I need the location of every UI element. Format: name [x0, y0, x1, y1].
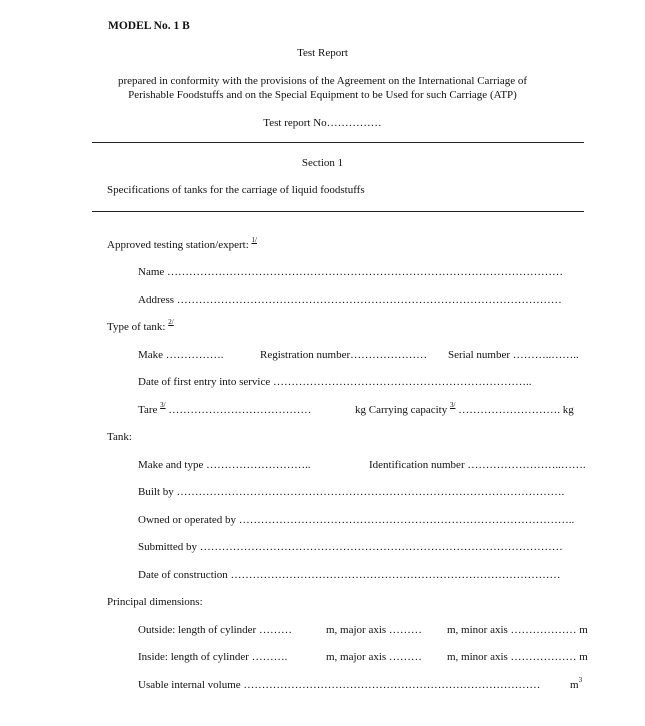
prepared-line-2: Perishable Foodstuffs and on the Special Equipment to be Used for such Carriage (ATP) — [128, 89, 517, 101]
address-field: Address …………………………………………………………………………………………… — [138, 294, 562, 306]
serial-number-field: Serial number ………..…….. — [448, 349, 579, 361]
footnote-marker: 3/ — [450, 401, 456, 410]
testing-station-label: Approved testing station/expert: $^{1/}$ — [107, 236, 257, 251]
outside-minor-axis-field: m, minor axis ……………… m — [447, 624, 588, 636]
identification-number-field: Identification number ……………………..……. — [369, 459, 586, 471]
usable-volume-field: Usable internal volume ……………………………………………………………………… — [138, 679, 541, 691]
tare-field: Tare $^{3/}$ ………………………………… — [138, 401, 312, 416]
make-and-type-field: Make and type ……………………….. — [138, 459, 311, 471]
test-report-number: Test report No…………… — [263, 117, 382, 129]
inside-major-axis-field: m, major axis ……… — [326, 651, 422, 663]
outside-major-axis-field: m, major axis ……… — [326, 624, 422, 636]
volume-exponent: 3 — [578, 676, 583, 685]
model-number: MODEL No. 1 B — [108, 20, 190, 32]
outside-length-field: Outside: length of cylinder ……… — [138, 624, 292, 636]
date-of-construction-field: Date of construction ……………………………………………………………………………… — [138, 569, 561, 581]
volume-unit: $m^3$ — [570, 676, 583, 691]
footnote-marker: 1/ — [251, 236, 257, 245]
type-of-tank-label: Type of tank: $^{2/}$ — [107, 318, 174, 333]
first-entry-date-field: Date of first entry into service …………………………………………………………….. — [138, 376, 532, 388]
section-title: Section 1 — [301, 157, 344, 169]
owned-operated-field: Owned or operated by ……………………………………………………………………………….. — [138, 514, 575, 526]
inside-length-field: Inside: length of cylinder ………. — [138, 651, 288, 663]
section-subtitle: Specifications of tanks for the carriage of liquid foodstuffs — [107, 184, 365, 196]
submitted-by-field: Submitted by ……………………………………………………………………………………… — [138, 541, 563, 553]
make-field: Make ……………. — [138, 349, 224, 361]
top-divider — [92, 142, 584, 143]
carrying-capacity-field: kg Carrying capacity $^{3/}$ ………………………. kg — [355, 401, 574, 416]
principal-dimensions-label: Principal dimensions: — [107, 596, 203, 608]
registration-number-field: Registration number………………… — [260, 349, 428, 361]
prepared-line-1: prepared in conformity with the provisions of the Agreement on the International Carriage of — [117, 75, 527, 87]
footnote-marker: 3/ — [160, 401, 166, 410]
footnote-marker: 2/ — [168, 318, 174, 327]
bottom-divider — [92, 211, 584, 212]
report-title: Test Report — [297, 47, 348, 59]
inside-minor-axis-field: m, minor axis ……………… m — [447, 651, 588, 663]
name-field: Name ……………………………………………………………………………………………… — [138, 266, 564, 278]
built-by-field: Built by ……………………………………………………………………………………………. — [138, 486, 565, 498]
tank-label: Tank: — [107, 431, 132, 443]
